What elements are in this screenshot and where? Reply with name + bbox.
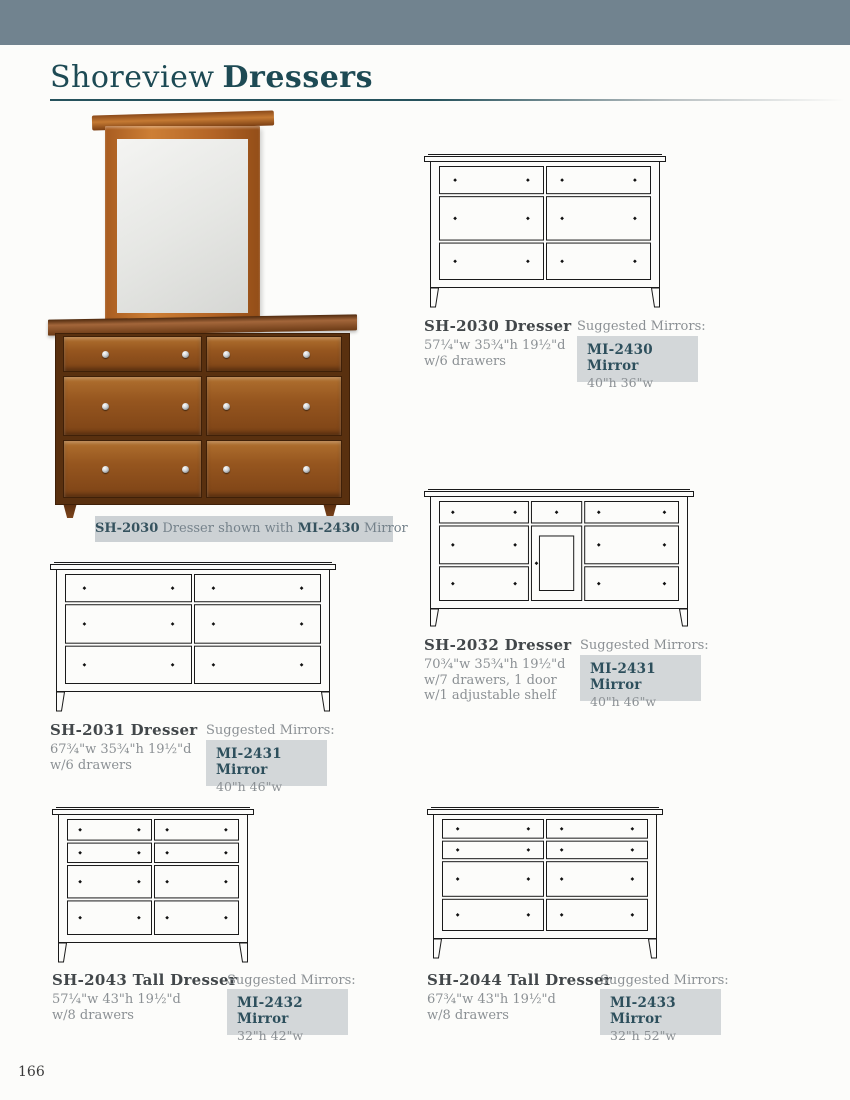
header-bar xyxy=(0,0,850,45)
knob-icon xyxy=(182,403,189,410)
product-feature: w/8 drawers xyxy=(52,1007,134,1023)
product-dims: 67¾"w 43"h 19½"d xyxy=(427,992,556,1007)
product-info xyxy=(52,971,237,1023)
mirror-name: MI-2433 Mirror xyxy=(610,995,676,1027)
knob-icon xyxy=(102,351,109,358)
sh-2044-line-drawing xyxy=(427,805,663,959)
mirror-dims: 40"h 36"w xyxy=(587,375,654,390)
photo-drawer xyxy=(206,440,342,498)
sh-2030-line-drawing xyxy=(424,152,666,308)
mirror-name: MI-2430 Mirror xyxy=(587,342,653,374)
mirror-dims: 40"h 46"w xyxy=(216,779,283,794)
suggested-mirrors-label: Suggested Mirrors: xyxy=(227,973,356,988)
knob-icon xyxy=(102,466,109,473)
mirror-dims: 32"h 42"w xyxy=(237,1028,304,1043)
page-title-word2: Dressers xyxy=(222,60,373,95)
mirror-box xyxy=(206,740,327,794)
knob-icon xyxy=(182,466,189,473)
product-name: SH-2031 Dresser xyxy=(50,721,198,739)
mirror-name: MI-2432 Mirror xyxy=(237,995,303,1027)
knob-icon xyxy=(303,403,310,410)
caption-text: Dresser shown with xyxy=(158,521,298,536)
photo-caption xyxy=(95,516,408,542)
product-dims: 70¾"w 35¾"h 19½"d xyxy=(424,657,566,672)
product-photo xyxy=(48,106,360,518)
mirror-name: MI-2431 Mirror xyxy=(216,746,282,778)
product-feature: w/8 drawers xyxy=(427,1007,509,1023)
product-info xyxy=(50,721,198,773)
mirror-dims: 32"h 52"w xyxy=(610,1028,677,1043)
product-name: SH-2043 Tall Dresser xyxy=(52,971,238,989)
product-feature: w/1 adjustable shelf xyxy=(424,688,557,703)
knob-icon xyxy=(182,351,189,358)
mirror-box xyxy=(577,336,698,390)
sh-2043-line-drawing xyxy=(52,805,254,963)
suggested-mirrors-label: Suggested Mirrors: xyxy=(206,723,335,738)
caption-model-mirror: MI-2430 xyxy=(297,521,360,536)
mirror-box xyxy=(600,989,721,1043)
product-dims: 57¼"w 35¾"h 19½"d xyxy=(424,338,566,353)
product-feature: w/7 drawers, 1 door xyxy=(424,672,557,688)
knob-icon xyxy=(303,466,310,473)
suggested-mirrors-label: Suggested Mirrors: xyxy=(580,638,709,653)
product-feature: w/6 drawers xyxy=(50,757,132,773)
caption-text: Mirror xyxy=(359,521,408,536)
sh-2032-line-drawing xyxy=(424,487,694,627)
mirror-box xyxy=(580,655,701,709)
dresser-leg xyxy=(62,505,78,518)
product-info xyxy=(424,317,572,369)
caption-model-dresser: SH-2030 xyxy=(95,521,159,536)
product-name: SH-2032 Dresser xyxy=(424,636,572,654)
knob-icon xyxy=(223,466,230,473)
page-number: 166 xyxy=(18,1064,45,1080)
knob-icon xyxy=(223,351,230,358)
product-info xyxy=(427,971,612,1023)
sh-2031-line-drawing xyxy=(50,560,336,712)
mirror-name: MI-2431 Mirror xyxy=(590,661,656,693)
suggested-mirrors-label: Suggested Mirrors: xyxy=(600,973,729,988)
photo-drawer xyxy=(63,376,202,436)
suggested-mirrors-label: Suggested Mirrors: xyxy=(577,319,706,334)
page-title-word1: Shoreview xyxy=(50,60,215,95)
knob-icon xyxy=(223,403,230,410)
photo-drawer xyxy=(63,440,202,498)
mirror-glass xyxy=(117,139,248,313)
title-rule xyxy=(50,99,845,101)
photo-dresser xyxy=(55,333,350,505)
knob-icon xyxy=(102,403,109,410)
product-dims: 67¾"w 35¾"h 19½"d xyxy=(50,742,192,757)
product-name: SH-2044 Tall Dresser xyxy=(427,971,613,989)
photo-drawer xyxy=(63,336,202,372)
product-name: SH-2030 Dresser xyxy=(424,317,572,335)
photo-drawer xyxy=(206,376,342,436)
mirror-box xyxy=(227,989,348,1043)
product-info xyxy=(424,636,572,704)
product-dims: 57¼"w 43"h 19½"d xyxy=(52,992,181,1007)
page-title xyxy=(50,60,373,95)
product-feature: w/6 drawers xyxy=(424,353,506,369)
knob-icon xyxy=(303,351,310,358)
photo-drawer xyxy=(206,336,342,372)
mirror-dims: 40"h 46"w xyxy=(590,694,657,709)
photo-mirror xyxy=(105,126,260,329)
